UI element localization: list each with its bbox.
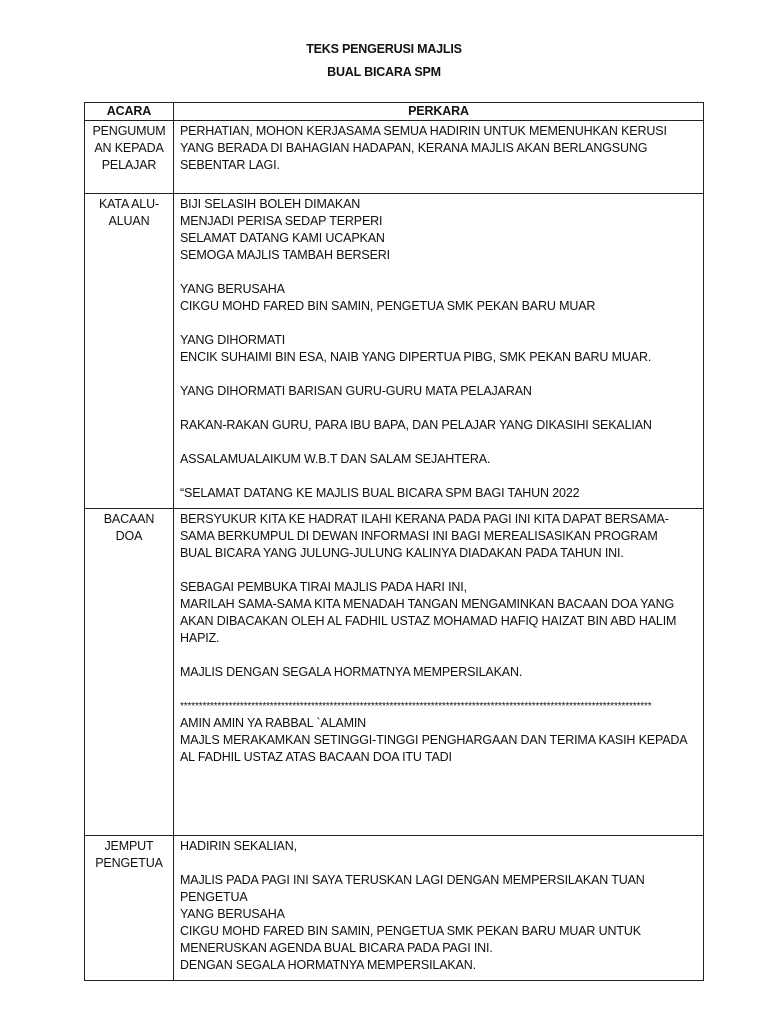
perkara-cell <box>174 509 704 836</box>
perkara-cell <box>174 121 704 194</box>
perkara-paragraph: HADIRIN SEKALIAN, <box>180 839 297 853</box>
perkara-paragraph: “SELAMAT DATANG KE MAJLIS BUAL BICARA SPM BAGI TAHUN 2022 <box>180 486 580 500</box>
table-row <box>85 194 704 509</box>
acara-cell <box>85 121 174 194</box>
perkara-paragraph: YANG BERUSAHA CIKGU MOHD FARED BIN SAMIN, PENGETUA SMK PEKAN BARU MUAR <box>180 282 596 313</box>
table-row <box>85 509 704 836</box>
perkara-paragraph: MAJLIS DENGAN SEGALA HORMATNYA MEMPERSILAKAN. <box>180 665 523 679</box>
acara-label: KATA ALU- ALUAN <box>98 197 159 228</box>
acara-label: JEMPUT PENGETUA <box>95 839 163 870</box>
table-header-row <box>85 103 704 121</box>
header-perkara: PERKARA <box>174 103 704 121</box>
perkara-paragraph: PERHATIAN, MOHON KERJASAMA SEMUA HADIRIN UNTUK MEMENUHKAN KERUSI YANG BERADA DI BAHAGIAN HADAPAN, KERANA MAJLIS AKAN BERLANGSUNG SEBENTAR LAGI. <box>180 124 667 172</box>
document-title: TEKS PENGERUSI MAJLIS <box>306 42 462 56</box>
perkara-paragraph: ASSALAMUALAIKUM W.B.T DAN SALAM SEJAHTERA. <box>180 452 491 466</box>
perkara-paragraph: SEBAGAI PEMBUKA TIRAI MAJLIS PADA HARI INI, MARILAH SAMA-SAMA KITA MENADAH TANGAN MENGAMINKAN BACAAN DOA YANG AKAN DIBACAKAN OLEH AL FADHIL USTAZ MOHAMAD HAFIQ HAIZAT BIN ABD HALIM HAPIZ. <box>180 580 677 645</box>
perkara-paragraph: YANG DIHORMATI ENCIK SUHAIMI BIN ESA, NAIB YANG DIPERTUA PIBG, SMK PEKAN BARU MUAR. <box>180 333 652 364</box>
acara-cell <box>85 836 174 981</box>
perkara-paragraph: BIJI SELASIH BOLEH DIMAKAN MENJADI PERISA SEDAP TERPERI SELAMAT DATANG KAMI UCAPKAN SEMOGA MAJLIS TAMBAH BERSERI <box>180 197 390 262</box>
program-table <box>84 102 704 981</box>
document-subtitle: BUAL BICARA SPM <box>327 65 441 79</box>
perkara-paragraph: AMIN AMIN YA RABBAL `ALAMIN MAJLS MERAKAMKAN SETINGGI-TINGGI PENGHARGAAN DAN TERIMA KASIH KEPADA AL FADHIL USTAZ ATAS BACAAN DOA ITU TADI <box>180 716 688 764</box>
stars-line: ****************************************************************************************************************************** <box>180 701 652 712</box>
acara-cell <box>85 509 174 836</box>
acara-cell <box>85 194 174 509</box>
perkara-paragraph: BERSYUKUR KITA KE HADRAT ILAHI KERANA PADA PAGI INI KITA DAPAT BERSAMA- SAMA BERKUMPUL DI DEWAN INFORMASI INI BAGI MEREALISASIKAN PROGRAM BUAL BICARA YANG JULUNG-JULUNG KALINYA DIADAKAN PADA TAHUN INI. <box>180 512 669 560</box>
separator-stars <box>180 698 699 715</box>
acara-label: PENGUMUM AN KEPADA PELAJAR <box>92 124 166 172</box>
perkara-cell <box>174 836 704 981</box>
perkara-paragraph: YANG DIHORMATI BARISAN GURU-GURU MATA PELAJARAN <box>180 384 532 398</box>
table-row <box>85 121 704 194</box>
perkara-paragraph: MAJLIS PADA PAGI INI SAYA TERUSKAN LAGI DENGAN MEMPERSILAKAN TUAN PENGETUA YANG BERUSAHA CIKGU MOHD FARED BIN SAMIN, PENGETUA SMK PEKAN BARU MUAR UNTUK MENERUSKAN AGENDA BUAL BICARA PADA PAGI INI. DENGAN SEGALA HORMATNYA MEMPERSILAKAN. <box>180 873 645 972</box>
acara-label: BACAAN DOA <box>103 512 155 543</box>
perkara-cell <box>174 194 704 509</box>
perkara-paragraph: RAKAN-RAKAN GURU, PARA IBU BAPA, DAN PELAJAR YANG DIKASIHI SEKALIAN <box>180 418 652 432</box>
header-acara: ACARA <box>85 103 174 121</box>
table-row <box>85 836 704 981</box>
